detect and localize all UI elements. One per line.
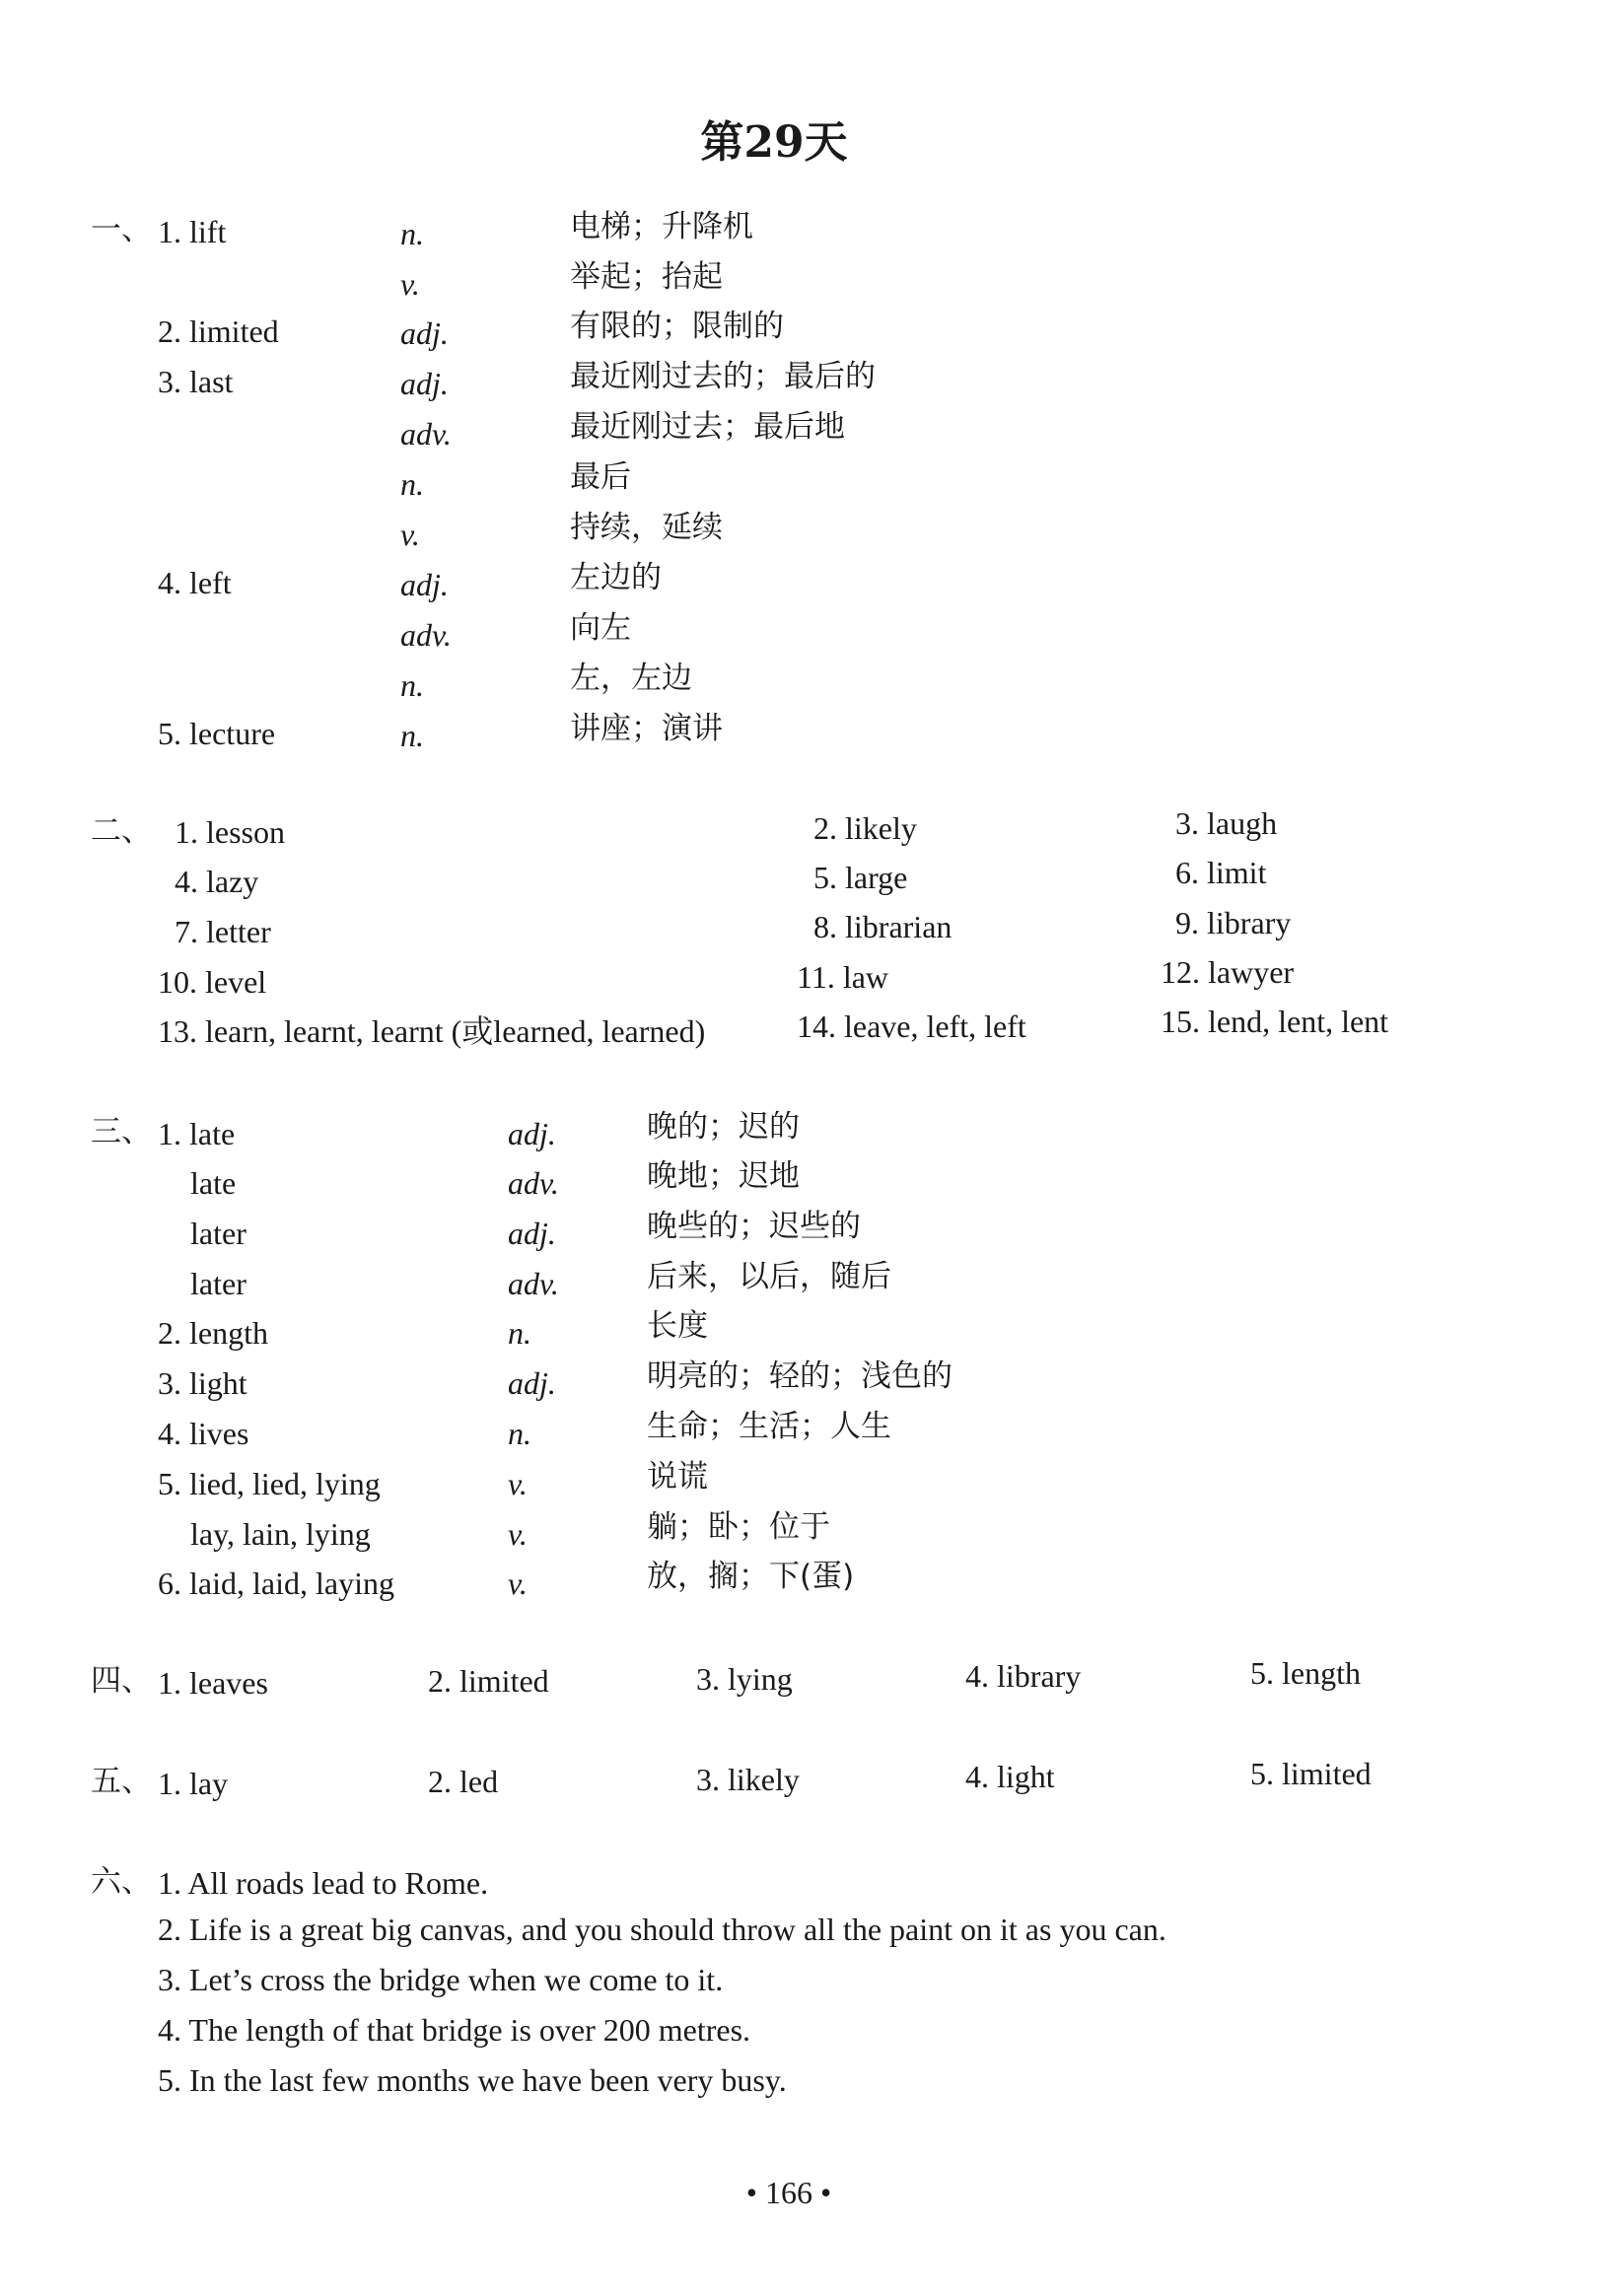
entry-word: lay, lain, lying — [190, 1516, 371, 1552]
entry-pos: n. — [400, 216, 424, 251]
answer-item: 7. letter — [175, 914, 271, 949]
answer-item: 2. likely — [813, 810, 917, 846]
entry-word: 5. lecture — [158, 716, 276, 751]
answer-item: 3. laugh — [1175, 805, 1278, 841]
answer-item: 13. learn, learnt, learnt (或learned, learned) — [158, 1013, 706, 1049]
answer-item: 2. limited — [428, 1663, 549, 1699]
answer-item: 1. lay — [158, 1766, 229, 1801]
entry-meaning: 晚些的；迟些的 — [647, 1209, 861, 1244]
entry-pos: v. — [508, 1565, 528, 1601]
sentence: 1. All roads lead to Rome. — [158, 1865, 489, 1901]
entry-word: 1. late — [158, 1116, 236, 1151]
answer-item: 15. lend, lent, lent — [1161, 1004, 1389, 1039]
entry-meaning: 最后 — [570, 459, 631, 495]
section-label: 四、 — [91, 1663, 152, 1699]
answer-item: 4. lazy — [175, 864, 259, 899]
entry-meaning: 生命；生活；人生 — [647, 1409, 891, 1444]
entry-meaning: 举起；抬起 — [570, 259, 723, 295]
entry-word: 2. length — [158, 1315, 268, 1351]
entry-meaning: 放，搁；下(蛋) — [647, 1559, 855, 1594]
entry-meaning: 说谎 — [647, 1459, 708, 1495]
entry-pos: n. — [508, 1315, 531, 1351]
answer-item: 12. lawyer — [1161, 954, 1295, 990]
answer-item: 4. light — [965, 1759, 1055, 1794]
entry-word: 5. lied, lied, lying — [158, 1466, 381, 1501]
entry-meaning: 躺；卧；位于 — [647, 1509, 830, 1545]
section-label: 二、 — [91, 813, 152, 849]
entry-pos: adv. — [400, 416, 452, 452]
sentence: 2. Life is a great big canvas, and you should throw all the paint on it as you can. — [158, 1912, 1166, 1947]
entry-pos: adv. — [508, 1165, 559, 1201]
page-number: • 166 • — [745, 2175, 832, 2210]
section-label: 六、 — [91, 1864, 152, 1900]
entry-pos: n. — [400, 667, 424, 703]
sentence: 4. The length of that bridge is over 200 metres. — [158, 2012, 751, 2048]
entry-pos: v. — [508, 1466, 528, 1501]
entry-word: 4. left — [158, 565, 232, 600]
entry-pos: n. — [400, 718, 424, 753]
entry-word: 3. light — [158, 1365, 247, 1401]
entry-meaning: 左边的 — [570, 560, 662, 595]
page-title: 第29天 — [700, 117, 848, 168]
entry-pos: adv. — [508, 1266, 559, 1301]
answer-item: 2. led — [428, 1764, 499, 1799]
entry-meaning: 向左 — [570, 610, 631, 646]
answer-item: 6. limit — [1175, 855, 1267, 890]
entry-meaning: 最近刚过去的；最后的 — [570, 359, 876, 394]
answer-item: 5. limited — [1250, 1756, 1372, 1791]
entry-meaning: 最近刚过去；最后地 — [570, 409, 845, 445]
answer-item: 8. librarian — [813, 909, 953, 944]
section-label: 三、 — [91, 1114, 152, 1149]
answer-item: 4. library — [965, 1658, 1082, 1694]
entry-meaning: 左，左边 — [570, 661, 692, 696]
entry-meaning: 有限的；限制的 — [570, 309, 784, 344]
entry-meaning: 晚的；迟的 — [647, 1109, 800, 1145]
entry-pos: v. — [400, 266, 420, 302]
entry-pos: n. — [400, 466, 424, 502]
entry-meaning: 持续，延续 — [570, 510, 723, 545]
entry-word: late — [190, 1165, 237, 1201]
sentence: 3. Let’s cross the bridge when we come to it. — [158, 1962, 724, 1997]
entry-pos: adj. — [400, 567, 449, 602]
section-label: 一、 — [91, 212, 152, 247]
entry-meaning: 明亮的；轻的；浅色的 — [647, 1358, 953, 1394]
answer-item: 1. leaves — [158, 1665, 268, 1701]
entry-word: 3. last — [158, 364, 234, 399]
section-label: 五、 — [91, 1764, 152, 1799]
entry-meaning: 讲座；演讲 — [570, 711, 723, 746]
answer-item: 14. leave, left, left — [797, 1009, 1026, 1044]
entry-word: later — [190, 1216, 247, 1251]
entry-meaning: 晚地；迟地 — [647, 1158, 800, 1194]
answer-item: 9. library — [1175, 905, 1292, 940]
answer-item: 5. large — [813, 860, 908, 895]
entry-word: 6. laid, laid, laying — [158, 1565, 394, 1601]
answer-item: 5. length — [1250, 1655, 1361, 1691]
entry-pos: v. — [400, 517, 420, 552]
sentence: 5. In the last few months we have been very busy. — [158, 2062, 787, 2098]
entry-word: 1. lift — [158, 214, 227, 249]
entry-meaning: 长度 — [647, 1308, 708, 1344]
entry-pos: adj. — [508, 1365, 556, 1401]
answer-item: 11. law — [797, 959, 889, 995]
entry-word: 4. lives — [158, 1416, 249, 1451]
entry-meaning: 电梯；升降机 — [570, 209, 753, 244]
entry-pos: v. — [508, 1516, 528, 1552]
entry-pos: adv. — [400, 617, 452, 653]
entry-pos: adj. — [508, 1116, 556, 1151]
entry-pos: n. — [508, 1416, 531, 1451]
entry-word: 2. limited — [158, 313, 279, 349]
entry-meaning: 后来，以后，随后 — [647, 1259, 891, 1294]
entry-word: later — [190, 1266, 247, 1301]
entry-pos: adj. — [400, 366, 449, 401]
answer-item: 3. lying — [696, 1661, 793, 1697]
answer-item: 3. likely — [696, 1762, 800, 1797]
entry-pos: adj. — [508, 1216, 556, 1251]
answer-item: 1. lesson — [175, 814, 285, 850]
entry-pos: adj. — [400, 315, 449, 351]
answer-item: 10. level — [158, 964, 267, 1000]
